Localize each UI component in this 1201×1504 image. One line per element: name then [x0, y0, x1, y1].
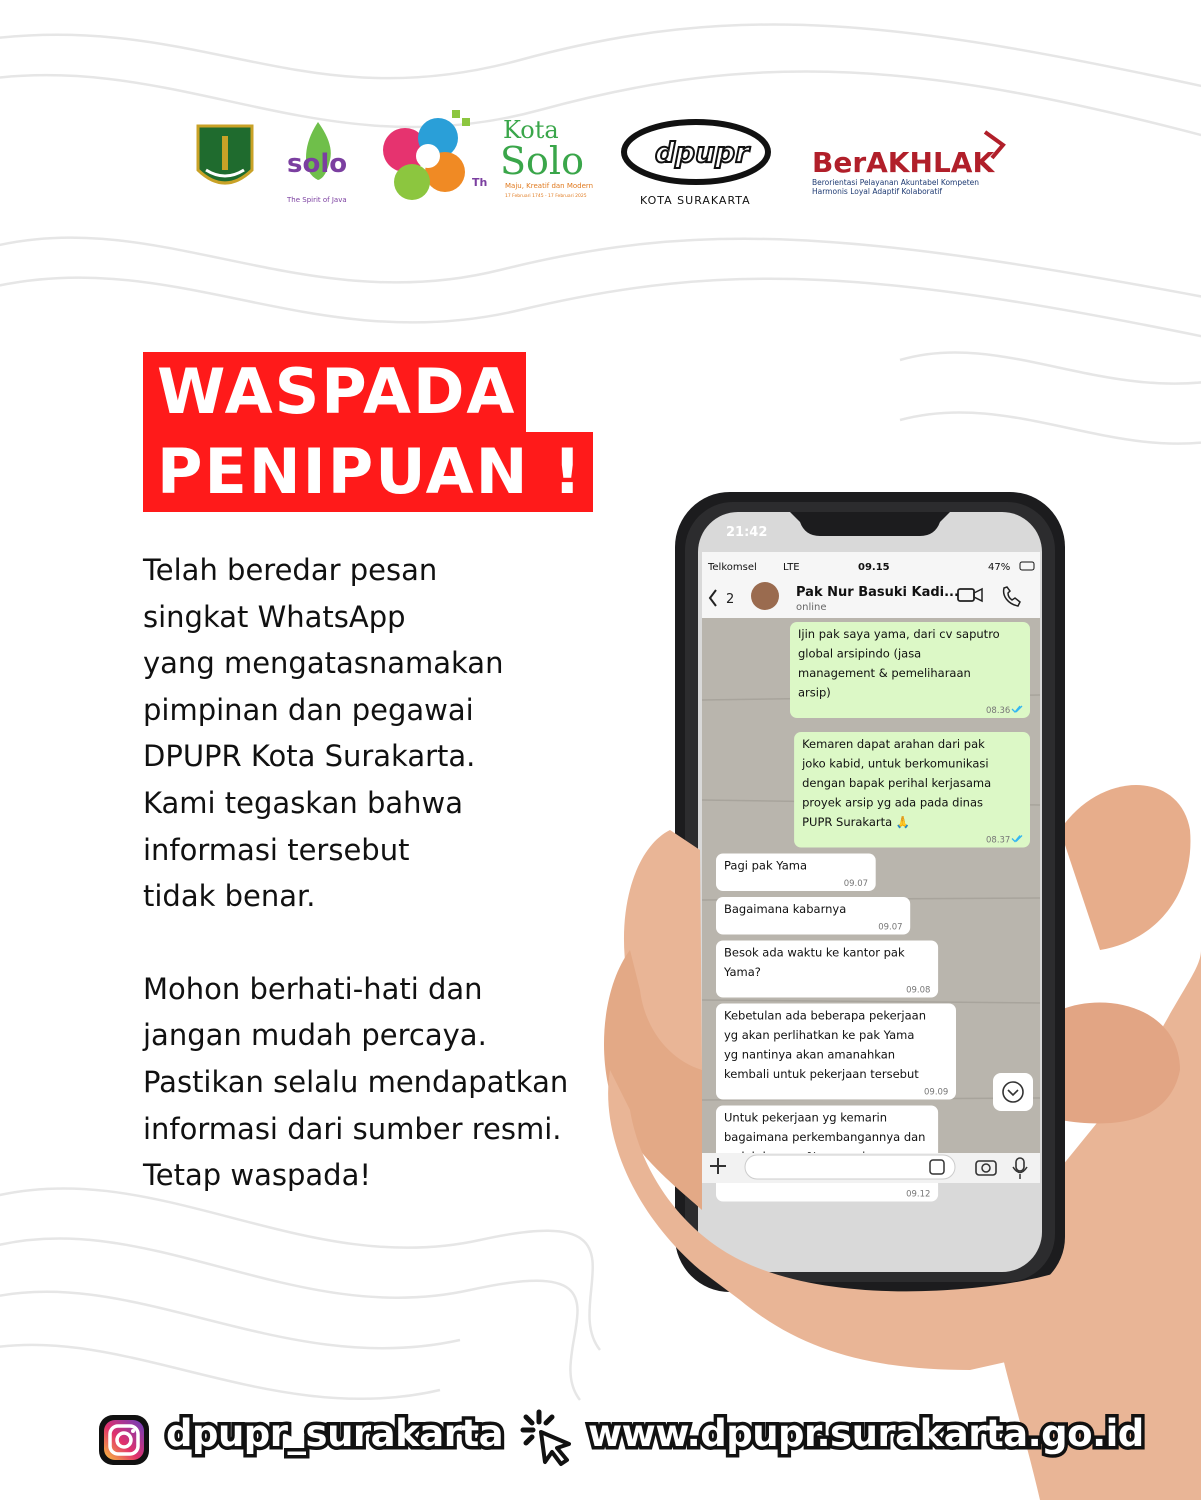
svg-text:BerAKHLAK: BerAKHLAK [812, 146, 995, 179]
outgoing-message[interactable] [790, 622, 1030, 718]
body-line: jangan mudah percaya. [143, 1018, 487, 1053]
body-line: singkat WhatsApp [143, 599, 406, 634]
svg-text:Harmonis Loyal Adaptif Kolabor: Harmonis Loyal Adaptif Kolaboratif [812, 187, 943, 196]
message-text: dengan bapak perihal kerjasama [802, 776, 992, 790]
message-text: proyek arsip yg ada pada dinas [802, 795, 984, 810]
body-line: informasi dari sumber resmi. [143, 1111, 562, 1146]
dpupr-logo [624, 122, 768, 207]
message-text: yg nantinya akan amanahkan [724, 1047, 896, 1062]
message-text: arsip) [798, 685, 831, 700]
message-time: 09.07 [843, 879, 869, 889]
partner-logos [0, 100, 1201, 220]
message-text: Besok ada waktu ke kantor pak [724, 945, 905, 960]
message-time: 08.37 [986, 835, 1011, 846]
instagram-handle[interactable]: dpupr_surakarta [166, 1412, 504, 1455]
headline-line-1: WASPADA [143, 352, 526, 432]
website-url[interactable]: www.dpupr.surakarta.go.id [588, 1412, 1144, 1455]
contact-name: Pak Nur Basuki Kadi... [796, 585, 959, 600]
kota-solo-logo [500, 116, 593, 199]
battery-label: 47% [988, 562, 1011, 573]
message-text: global arsipindo (jasa [798, 646, 922, 661]
message-text: Untuk pekerjaan yg kemarin [724, 1110, 888, 1125]
svg-text:21:42: 21:42 [726, 525, 768, 540]
solo-tagline-text: The Spirit of Java [287, 196, 347, 204]
contact-status: online [796, 602, 827, 613]
carrier-label: Telkomsel [708, 562, 757, 573]
message-text: management & pemeliharaan [798, 666, 971, 680]
cursor-click-icon [517, 1408, 579, 1470]
message-text: Bagaimana kabarnya [724, 902, 847, 916]
solo-spirit-of-java-logo [286, 122, 347, 204]
incoming-message[interactable] [716, 854, 876, 892]
body-line: Mohon berhati-hati dan [143, 971, 483, 1006]
message-text: kembali untuk pekerjaan tersebut [724, 1067, 919, 1081]
avatar[interactable] [751, 582, 779, 610]
svg-text:Solo: Solo [500, 139, 584, 183]
body-line: informasi tersebut [143, 832, 410, 867]
message-text: bagaimana perkembangannya dan [724, 1130, 926, 1144]
svg-text:Berorientasi Pelayanan Akuntab: Berorientasi Pelayanan Akuntabel Kompeten [812, 178, 980, 187]
message-text: joko kabid, untuk berkomunikasi [802, 756, 989, 771]
message-text: Ijin pak saya yama, dari cv saputro [798, 627, 1000, 641]
body-line: Tetap waspada! [143, 1158, 371, 1193]
network-label: LTE [783, 562, 800, 573]
anniversary-flower-logo [383, 110, 487, 200]
message-text: yg akan perlihatkan ke pak Yama [724, 1028, 915, 1042]
incoming-message[interactable] [716, 1004, 956, 1100]
body-line: yang mengatasnamakan [143, 646, 504, 681]
message-time: 08.36 [986, 706, 1011, 716]
svg-text:17 Februari 1745 - 17 Februari: 17 Februari 1745 - 17 Februari 2025 [505, 194, 587, 199]
headline-line-2: PENIPUAN ! [143, 432, 593, 512]
message-input[interactable] [745, 1155, 955, 1179]
body-line: Telah beredar pesan [143, 553, 438, 587]
message-text: Kemaren dapat arahan dari pak [802, 737, 985, 751]
svg-text:KOTA SURAKARTA: KOTA SURAKARTA [640, 194, 751, 207]
headline [143, 352, 593, 512]
instagram-icon[interactable] [96, 1412, 152, 1468]
back-count: 2 [726, 592, 735, 607]
message-time: 09.08 [906, 985, 931, 996]
message-time: 09.07 [878, 922, 903, 933]
solo-brand-text: solo [287, 149, 348, 179]
whatsapp-screenshot [702, 552, 1040, 1202]
message-time: 09.12 [906, 1189, 931, 1200]
phone-in-hand [540, 470, 1201, 1500]
svg-text:Kota: Kota [503, 116, 559, 144]
scroll-down-button[interactable] [993, 1073, 1033, 1111]
svg-text:Maju, Kreatif dan Modern: Maju, Kreatif dan Modern [505, 182, 594, 190]
body-line: DPUPR Kota Surakarta. [143, 739, 476, 774]
message-text: PUPR Surakarta 🙏 [802, 815, 911, 829]
message-text: Kebetulan ada beberapa pekerjaan [724, 1008, 926, 1023]
berakhlak-logo [812, 132, 1003, 196]
body-line: Kami tegaskan bahwa [143, 785, 464, 820]
outgoing-message[interactable] [794, 732, 1030, 848]
incoming-message[interactable] [716, 941, 938, 998]
body-line: Pastikan selalu mendapatkan [143, 1064, 569, 1099]
incoming-message[interactable] [716, 897, 910, 935]
body-line: tidak benar. [143, 879, 316, 914]
surakarta-crest-logo [198, 126, 252, 183]
body-line: pimpinan dan pegawai [143, 692, 474, 727]
svg-text:dpupr: dpupr [655, 136, 749, 169]
svg-text:Th: Th [472, 176, 488, 189]
message-text: Pagi pak Yama [724, 858, 808, 873]
status-time: 09.15 [858, 562, 890, 573]
message-time: 09.09 [924, 1087, 949, 1098]
footer [0, 1400, 1201, 1470]
message-text: Yama? [724, 965, 761, 979]
